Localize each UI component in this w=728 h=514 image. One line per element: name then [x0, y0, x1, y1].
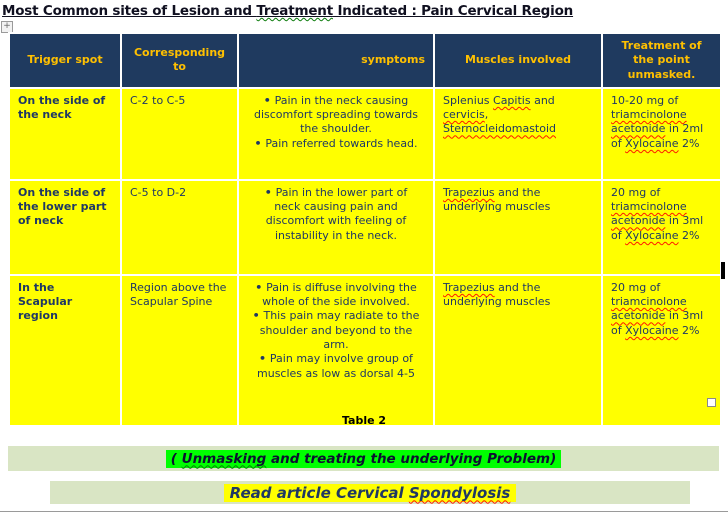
cell-trigger-1: On the side of the neck — [9, 88, 121, 180]
cell-muscles-3: Trapezius and the underlying muscles — [434, 275, 602, 426]
lesion-treatment-table — [8, 32, 722, 427]
cell-muscles-1: Splenius Capitis and cervicis, Sternocleidomastoid — [434, 88, 602, 180]
header-muscles-involved: Muscles involved — [434, 33, 602, 88]
read-article-banner — [50, 481, 690, 504]
unmasking-banner-text: ( Unmasking and treating the underlying Problem) — [166, 450, 562, 468]
header-corresponding-to: Corresponding to — [121, 33, 238, 88]
header-trigger-spot: Trigger spot — [9, 33, 121, 88]
symptom-bullet: • Pain is diffuse involving the whole of the side involved. — [247, 281, 425, 310]
symptom-bullet: • Pain in the neck causing discomfort spreading towards the shoulder. — [247, 94, 425, 137]
table-row — [9, 88, 721, 180]
cell-symptoms-2 — [238, 180, 434, 275]
unmasking-banner — [8, 446, 719, 471]
symptom-bullet: • Pain may involve group of muscles as low as dorsal 4-5 — [247, 352, 425, 381]
table-row — [9, 275, 721, 426]
cell-trigger-3: In the Scapular region — [9, 275, 121, 426]
cell-muscles-2: Trapezius and the underlying muscles — [434, 180, 602, 275]
cell-corresponding-1: C-2 to C-5 — [121, 88, 238, 180]
table-caption: Table 2 — [341, 414, 387, 427]
bottom-divider — [0, 511, 728, 512]
cell-symptoms-3 — [238, 275, 434, 426]
table-resize-handle[interactable] — [707, 398, 716, 407]
page-title: Most Common sites of Lesion and Treatment Indicated : Pain Cervical Region — [2, 3, 574, 19]
text-cursor — [721, 262, 725, 279]
table-row — [9, 180, 721, 275]
header-symptoms: symptoms — [238, 33, 434, 88]
read-article-link[interactable]: Read article Cervical Spondylosis — [224, 484, 517, 502]
header-treatment: Treatment of the point unmasked. — [602, 33, 721, 88]
cell-trigger-2: On the side of the lower part of neck — [9, 180, 121, 275]
table-header-row — [9, 33, 721, 88]
cell-corresponding-3: Region above the Scapular Spine — [121, 275, 238, 426]
cell-treatment-1: 10-20 mg of triamcinolone acetonide in 2ml of Xylocaine 2% — [602, 88, 721, 180]
cell-symptoms-1 — [238, 88, 434, 180]
cell-treatment-2: 20 mg of triamcinolone acetonide in 3ml of Xylocaine 2% — [602, 180, 721, 275]
symptom-bullet: • Pain in the lower part of neck causing pain and discomfort with feeling of instability in the neck. — [247, 186, 425, 243]
table-move-handle-icon[interactable]: + — [1, 21, 13, 33]
cell-corresponding-2: C-5 to D-2 — [121, 180, 238, 275]
cell-treatment-3: 20 mg of triamcinolone acetonide in 3ml of Xylocaine 2% — [602, 275, 721, 426]
symptom-bullet: • This pain may radiate to the shoulder and beyond to the arm. — [247, 309, 425, 352]
symptom-bullet: • Pain referred towards head. — [247, 137, 425, 151]
